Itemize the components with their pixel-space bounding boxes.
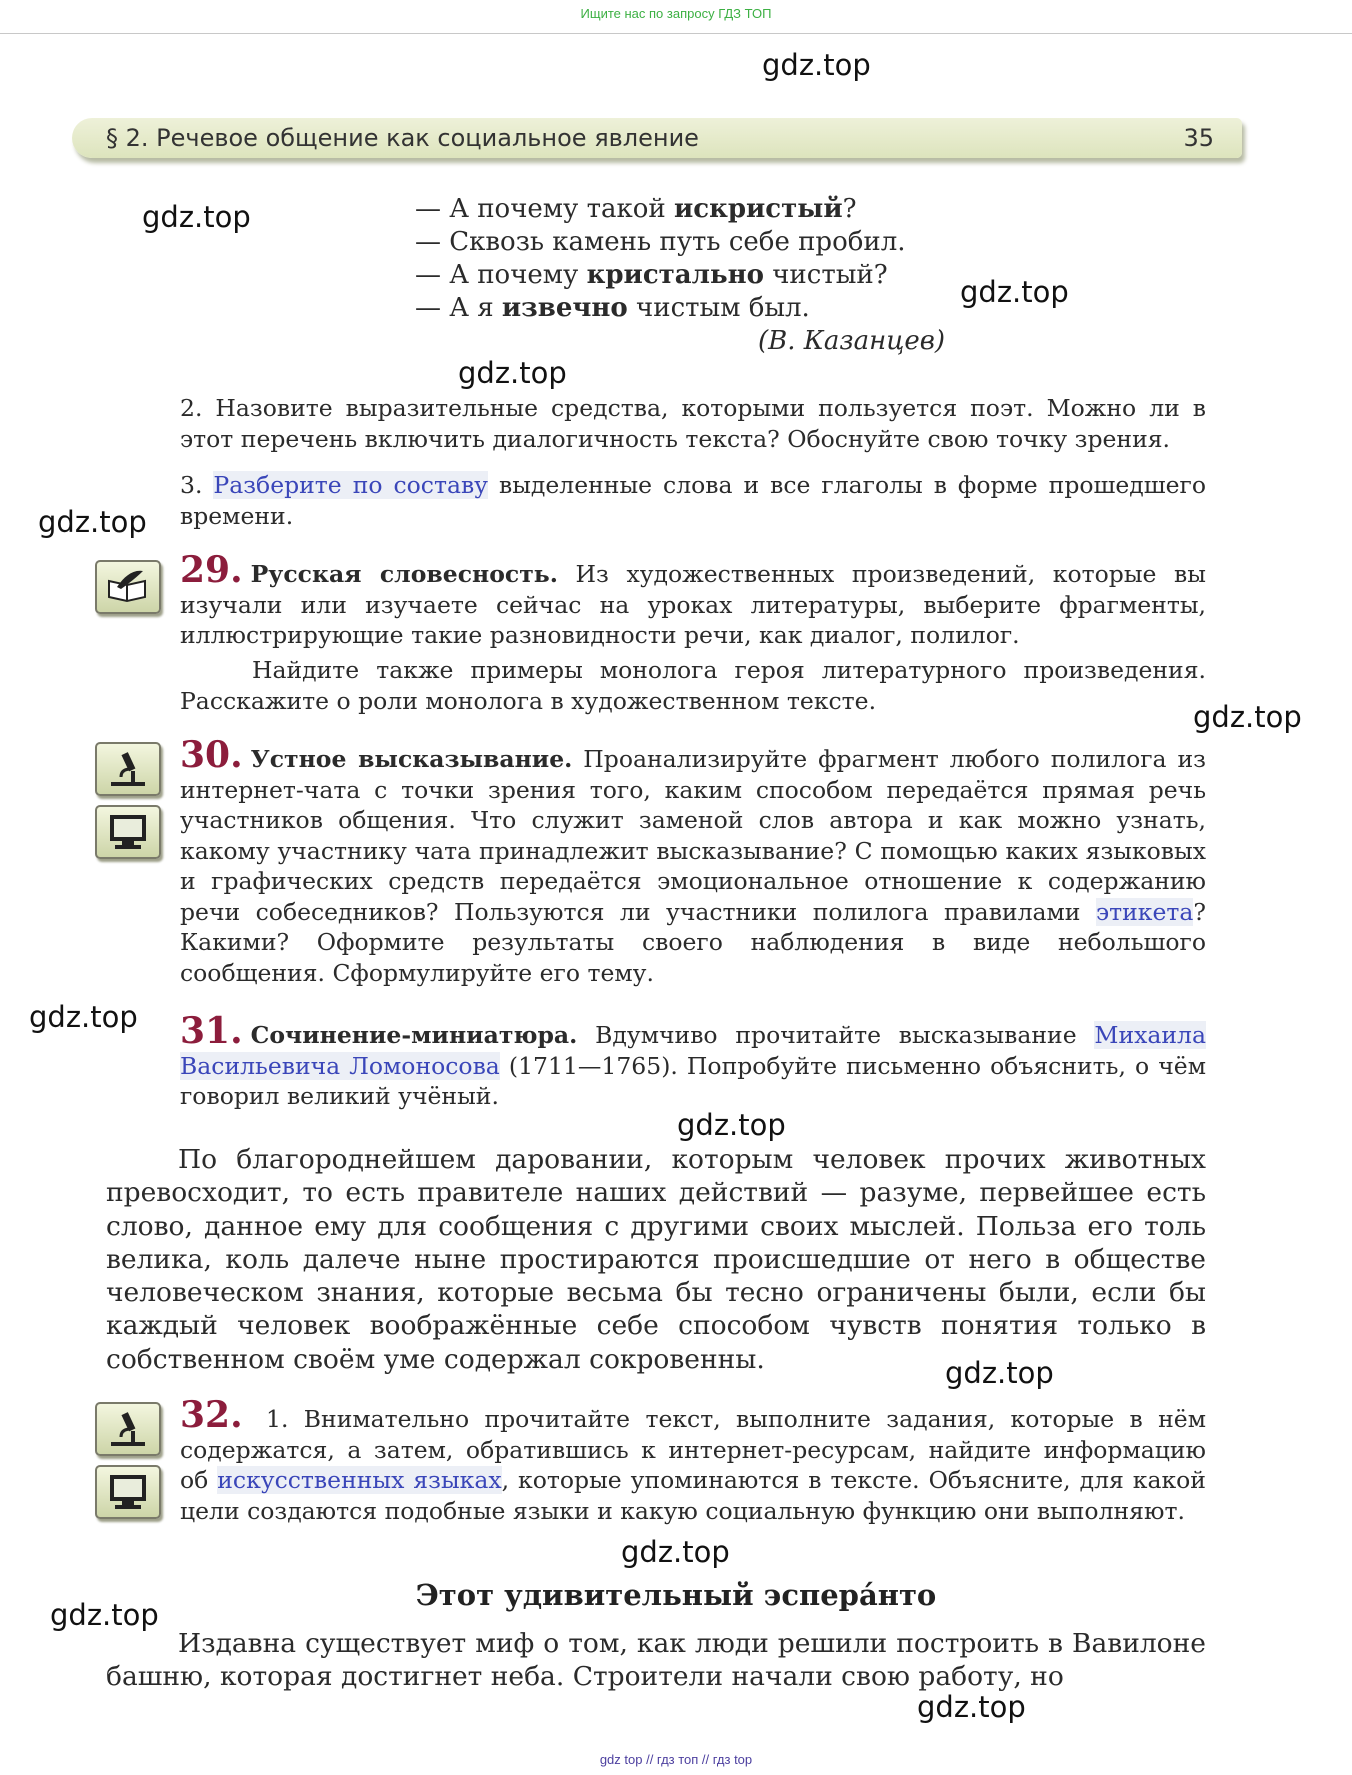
lomonosov-quote: По благороднейшем даровании, которым человек прочих животных превосходит, то есть правителе наших действий — разуме, первейшее есть слово, данное ему для сообщения с другими своих мыслей. Польза его толь велика, коль далече ныне простираются происшедшие от него в обществе человеческом знания, которые весьма бы тесно ограничены были, если бы каждый человек воображённые себе способом чувств понятия только в собственном своём уме содержал сокровенны.	[106, 1144, 1206, 1375]
exercise-30: 30. Устное высказывание. Проанализируйте фрагмент любого полилога из интернет-чата с точки зрения того, каким способом передаётся прямая речь участников общения. Что служит заменой слов автора и как можно узнать, какому участнику чата принадлежит высказывание? С помощью каких языковых и графических средств передаётся эмоциональное отношение к содержанию речи собеседников? Пользуются ли участники полилога правилами этикета? Какими? Оформите результаты своего наблюдения в виде небольшого сообщения. Сформулируйте его тему.	[180, 734, 1206, 987]
top-divider	[0, 33, 1352, 34]
section-title: § 2. Речевое общение как социальное явление	[106, 124, 699, 152]
exercise-29: 29. Русская словесность. Из художественных произведений, которые вы изучали или изучаете сейчас на уроках литературы, выберите фрагменты, иллюстрирующие такие разновидности речи, как диалог, полилог.	[180, 549, 1206, 649]
task-3: 3. Разберите по составу выделенные слова и все глаголы в форме прошедшего времени.	[180, 471, 1206, 530]
watermark: gdz.top	[458, 356, 567, 390]
watermark: gdz.top	[677, 1108, 786, 1142]
footer-links[interactable]: gdz top // гдз топ // гдз top	[599, 1752, 753, 1767]
watermark: gdz.top	[960, 275, 1069, 309]
poem	[415, 193, 945, 358]
link-artificial-languages[interactable]: искусственных языках	[217, 1466, 502, 1494]
watermark: gdz.top	[38, 505, 147, 539]
exercise-number: 32.	[180, 1394, 243, 1436]
exercise-number: 29.	[180, 549, 243, 591]
watermark: gdz.top	[29, 1000, 138, 1034]
watermark: gdz.top	[762, 48, 871, 82]
watermark: gdz.top	[1193, 700, 1302, 734]
watermark: gdz.top	[142, 200, 251, 234]
article-title: Этот удивительный эсперáнто	[415, 1578, 937, 1612]
article-text: Издавна существует миф о том, как люди решили построить в Вавилоне башню, которая достигнет неба. Строители начали свою работу, но	[106, 1628, 1206, 1693]
book-feather-icon	[95, 560, 161, 614]
computer-icon	[95, 805, 161, 859]
poem-line-1: — А почему такой искристый?	[415, 194, 857, 224]
exercise-31: 31. Сочинение-миниатюра. Вдумчиво прочитайте высказывание Михаила Васильевича Ломоносова (1711—1765). Попробуйте письменно объяснить, о чём говорил великий учёный.	[180, 1010, 1206, 1110]
poem-line-3: — А почему кристально чистый?	[415, 260, 888, 290]
poem-line-2: — Сквозь камень путь себе пробил.	[415, 227, 906, 257]
watermark: gdz.top	[945, 1356, 1054, 1390]
poem-author: (В. Казанцев)	[757, 326, 945, 356]
computer-icon	[95, 1465, 161, 1519]
link-morpheme-analysis[interactable]: Разберите по составу	[213, 471, 489, 499]
exercise-number: 31.	[180, 1010, 243, 1052]
watermark: gdz.top	[621, 1535, 730, 1569]
page-number: 35	[1183, 124, 1214, 152]
poem-line-4: — А я извечно чистым был.	[415, 293, 810, 323]
microscope-icon	[95, 742, 161, 796]
exercise-29-continued: Найдите также примеры монолога героя литературного произведения. Расскажите о роли монолога в художественном тексте.	[180, 656, 1206, 715]
watermark: gdz.top	[917, 1690, 1026, 1724]
microscope-icon	[95, 1402, 161, 1456]
task-2: 2. Назовите выразительные средства, которыми пользуется поэт. Можно ли в этот перечень включить диалогичность текста? Обоснуйте свою точку зрения.	[180, 394, 1206, 453]
section-header	[72, 118, 1242, 158]
top-notice: Ищите нас по запросу ГДЗ ТОП	[580, 6, 772, 21]
exercise-number: 30.	[180, 734, 243, 776]
link-lomonosov[interactable]: Михаила Васильевича Ломоносова	[180, 1021, 1206, 1080]
watermark: gdz.top	[50, 1598, 159, 1632]
exercise-32: 32. 1. Внимательно прочитайте текст, выполните задания, которые в нём содержатся, а затем, обратившись к интернет-ресурсам, найдите информацию об искусственных языках, которые упоминаются в тексте. Объясните, для какой цели создаются подобные языки и какую социальную функцию они выполняют.	[180, 1394, 1206, 1525]
link-etiquette[interactable]: этикета	[1095, 897, 1194, 926]
